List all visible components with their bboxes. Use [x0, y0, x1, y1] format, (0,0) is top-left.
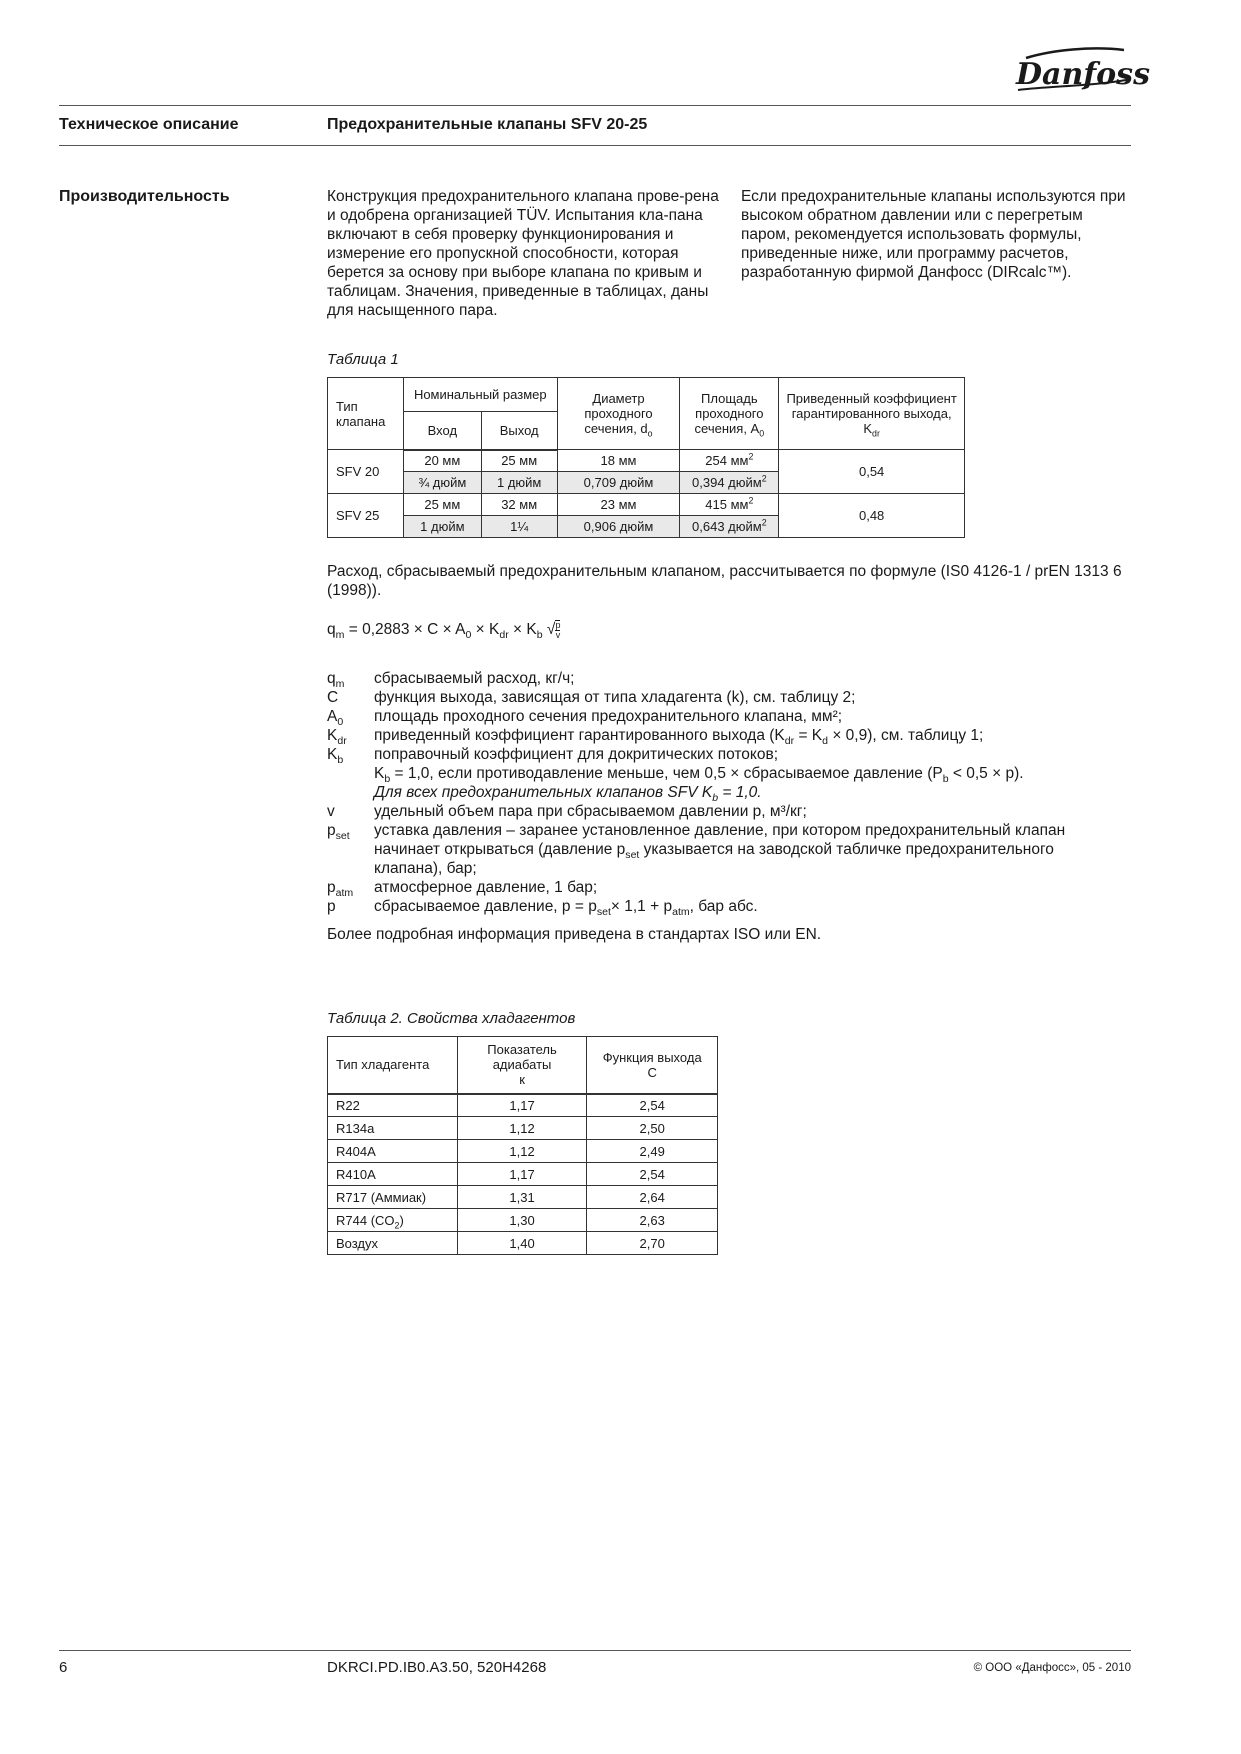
- refrigerant-table: [327, 1036, 718, 1255]
- legend-item: C функция выхода, зависящая от типа хладагента (k), см. таблицу 2;: [327, 689, 856, 706]
- table-row: Воздух 1,40 2,70: [328, 1232, 718, 1255]
- col-inlet-header: Вход: [403, 412, 481, 450]
- col-c-header: Функция выхода C: [587, 1037, 718, 1094]
- brand-wordmark: Danfoss: [1016, 57, 1150, 92]
- section-heading: Производительность: [59, 188, 230, 205]
- variable-legend: $q_m$ сбрасываемый расход, кг/ч; C функция выхода, зависящая от типа хладагента (k), см. таблицу 2; $A_0$ площадь проходного сечения предохранительного клапана, мм²; $K_{dr}$ приведенный коэффициент гарантированного выхода $(K_{dr} = K_d \times 0,9)$, см. таблицу 1; $K_b$ поправочный коэффициент для докритических потоков; $K_b = 1,0$, если противодавление меньше, чем 0,5 × сбрасываемое давление $(P_b < 0,5 \times p)$. Для всех предохранительных клапанов SFV $K_b = 1,0$. v удельный объем пара при сбрасываемом давлении p, м³/кг; $p_{set}$ уставка давления – заранее установленное давление, при котором предохранительный клапан начинает открываться (давление $p_{set}$ указывается на заводской табличке предохранительного клапана), бар; $p_{atm}$ атмосферное давление, 1 бар; p сбрасываемое давление, $p = p_{set}\times 1,1 + p_{atm}$, бар абс.: [327, 669, 1127, 916]
- document-code: DKRCI.PD.IB0.A3.50, 520H4268: [327, 1659, 547, 1676]
- legend-item: p сбрасываемое давление, $p = p_{set}\times 1,1 + p_{atm}$, бар абс.: [327, 898, 758, 919]
- header-rule-top: [59, 105, 1131, 106]
- table-row: R744 $(CO_2)$ 1,30 2,63: [328, 1209, 718, 1232]
- col-nominal-header: Номинальный размер: [403, 378, 557, 412]
- col-diameter-header: Диаметр проходного сечения, $d_o$: [557, 378, 680, 450]
- page-number: 6: [59, 1659, 68, 1676]
- legend-kb-sfv-note: Для всех предохранительных клапанов SFV $K_b = 1,0$.: [374, 784, 762, 805]
- table-row: SFV 20 20 мм 25 мм 18 мм 254 $мм^2$ 0,54: [328, 450, 965, 472]
- table-row: R410A 1,17 2,54: [328, 1163, 718, 1186]
- legend-item: $p_{atm}$ атмосферное давление, 1 бар;: [327, 879, 598, 900]
- legend-item: $q_m$ сбрасываемый расход, кг/ч;: [327, 670, 575, 691]
- legend-item: $p_{set}$ уставка давления – заранее установленное давление, при котором предохранительный клапан: [327, 822, 1066, 843]
- copyright: © ООО «Данфосс», 05 - 2010: [973, 1662, 1131, 1674]
- intro-paragraph-right: Если предохранительные клапаны используются при высоком обратном давлении или с перегретым паром, рекомендуется использовать формулы, приведенные ниже, или программу расчетов, разработанную фирмой Данфосс (DIRcalc™).: [741, 188, 1126, 281]
- table1-caption: Таблица 1: [327, 351, 399, 368]
- table-row: R717 (Аммиак) 1,31 2,64: [328, 1186, 718, 1209]
- table-row: ¾ дюйм 1 дюйм 0,709 дюйм 0,394 дюйм$^2$: [328, 472, 965, 494]
- col-outlet-header: Выход: [481, 412, 557, 450]
- danfoss-logo: [1012, 44, 1150, 96]
- product-title: Предохранительные клапаны SFV 20-25: [327, 116, 648, 133]
- table-row: R134a 1,12 2,50: [328, 1117, 718, 1140]
- table-row: R404A 1,12 2,49: [328, 1140, 718, 1163]
- legend-item: $K_{dr}$ приведенный коэффициент гарантированного выхода $(K_{dr} = K_d \times 0,9)$, см. таблицу 1;: [327, 727, 984, 748]
- table-row: 1 дюйм 1¼ 0,906 дюйм 0,643 дюйм$^2$: [328, 516, 965, 538]
- legend-item: v удельный объем пара при сбрасываемом давлении p, м³/кг;: [327, 803, 807, 820]
- more-info-text: Более подробная информация приведена в стандартах ISO или EN.: [327, 926, 822, 943]
- table-row: SFV 25 25 мм 32 мм 23 мм 415 $мм^2$ 0,48: [328, 494, 965, 516]
- intro-paragraph-left: Конструкция предохранительного клапана прове-рена и одобрена организацией TÜV. Испытания кла-пана включают в себя проверку функционирования и измерение его пропускной способности, которая берется за основу при выборе клапана по кривым и таблицам. Значения, приведенные в таблицах, даны для насыщенного пара.: [327, 188, 719, 319]
- table2-caption: Таблица 2. Свойства хладагентов: [327, 1010, 576, 1027]
- col-coef-header: Приведенный коэффициент гарантированного выхода, $K_{dr}$: [779, 378, 965, 450]
- col-refrigerant-header: Тип хладагента: [328, 1037, 458, 1094]
- doc-type-title: Техническое описание: [59, 116, 239, 133]
- col-type-header: Тип клапана: [328, 378, 404, 450]
- header-rule-bottom: [59, 145, 1131, 146]
- flow-formula-intro: Расход, сбрасываемый предохранительным клапаном, рассчитывается по формуле (IS0 4126-1 / prEN 1313 6 (1998)).: [327, 563, 1122, 599]
- legend-item: $A_0$ площадь проходного сечения предохранительного клапана, мм²;: [327, 708, 843, 729]
- legend-kb-note: $K_b = 1,0$, если противодавление меньше, чем 0,5 × сбрасываемое давление $(P_b < 0,5 \times p)$.: [374, 765, 1024, 786]
- table-row: R22 1,17 2,54: [328, 1094, 718, 1117]
- footer-rule: [59, 1650, 1131, 1651]
- col-k-header: Показатель адиабаты к: [457, 1037, 587, 1094]
- col-area-header: Площадь проходного сечения, $A_0$: [680, 378, 779, 450]
- flow-formula: $q_m = 0,2883 \times C \times A_0 \times K_{dr} \times K_b$ √ $\frac{p}{v}$: [327, 620, 561, 642]
- legend-item: $K_b$ поправочный коэффициент для докритических потоков;: [327, 746, 779, 767]
- valve-table: [327, 377, 965, 538]
